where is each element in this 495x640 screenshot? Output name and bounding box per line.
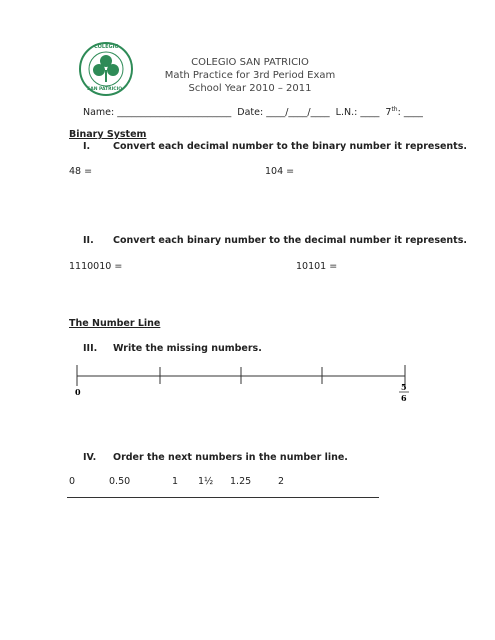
school-logo <box>79 42 133 96</box>
q4-instruction: Order the next numbers in the number line. <box>113 452 348 463</box>
order-number-2: 0.50 <box>109 476 131 487</box>
date-field[interactable]: Date: ____/____/____ <box>237 107 330 119</box>
student-info-line <box>83 106 423 118</box>
exam-subtitle: Math Practice for 3rd Period Exam <box>164 70 336 81</box>
number-line-svg <box>70 362 415 407</box>
end-numerator: 5 <box>401 382 407 392</box>
logo-text-top: COLEGIO <box>94 44 119 50</box>
order-number-5: 1.25 <box>230 476 252 487</box>
q3-instruction: Write the missing numbers. <box>113 343 262 354</box>
order-number-6: 2 <box>278 476 285 487</box>
q2-item-2: 10101 = <box>296 261 338 272</box>
binary-section-title: Binary System <box>69 129 147 140</box>
number-line-diagram <box>70 362 415 407</box>
order-number-4: 1½ <box>198 476 214 487</box>
school-name: COLEGIO SAN PATRICIO <box>191 57 309 68</box>
start-label: 0 <box>75 387 81 397</box>
logo-text-bottom: SAN PATRICIO <box>87 87 123 92</box>
q1-numeral: I. <box>83 141 91 152</box>
q4-numeral: IV. <box>83 452 97 463</box>
grade-label: 7 <box>385 107 392 119</box>
q1-instruction: Convert each decimal number to the binary number it represents. <box>113 141 467 152</box>
answer-line <box>67 497 379 498</box>
end-denominator: 6 <box>401 393 407 403</box>
school-year: School Year 2010 – 2011 <box>188 83 312 94</box>
name-field[interactable]: Name: ________________________ <box>83 107 232 119</box>
q1-item-2: 104 = <box>265 166 295 177</box>
q2-numeral: II. <box>83 235 94 246</box>
grade-sup: th <box>391 106 398 113</box>
q2-instruction: Convert each binary number to the decimal number it represents. <box>113 235 467 246</box>
q3-numeral: III. <box>83 343 98 354</box>
q1-item-1: 48 = <box>69 166 93 177</box>
order-number-1: 0 <box>69 476 76 487</box>
ln-field[interactable]: L.N.: ____ <box>335 107 380 119</box>
order-number-3: 1 <box>172 476 179 487</box>
grade-blank: : ____ <box>397 107 423 119</box>
grade-field[interactable] <box>385 107 422 118</box>
number-line-section-title: The Number Line <box>69 318 161 329</box>
q2-item-1: 1110010 = <box>69 261 123 272</box>
